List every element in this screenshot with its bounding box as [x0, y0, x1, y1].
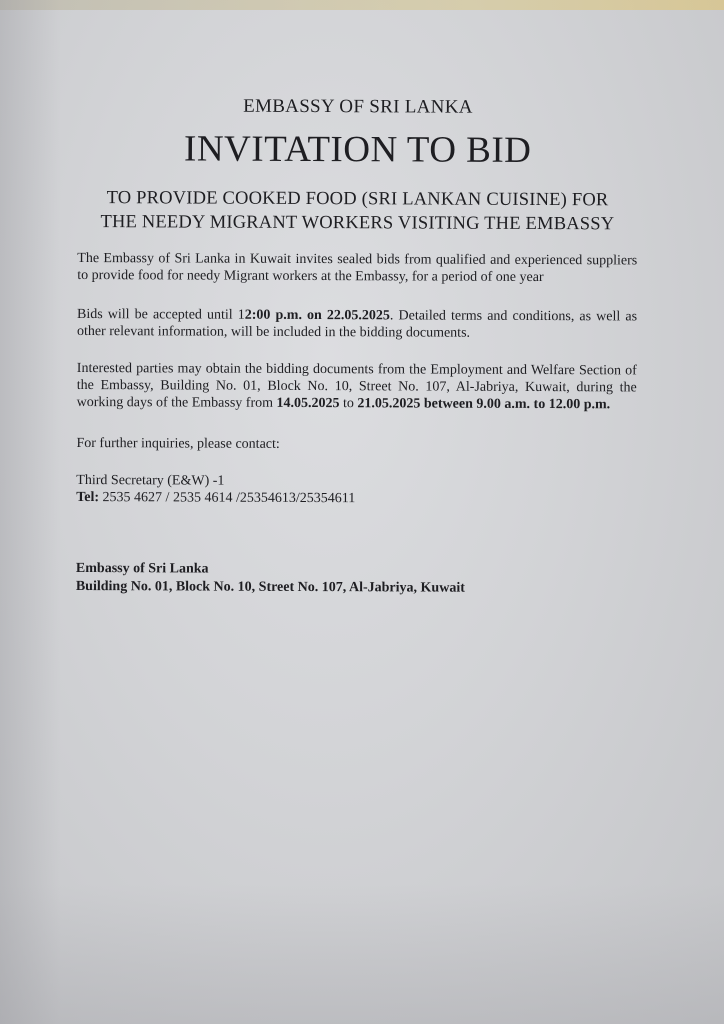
footer-address: [76, 560, 636, 598]
tel-numbers: 2535 4627 / 2535 4614 /25354613/25354611: [99, 490, 356, 507]
inquiries-line: For further inquiries, please contact:: [76, 435, 280, 452]
document-title: INVITATION TO BID: [183, 128, 532, 171]
page-shadow-left: [0, 0, 60, 1024]
purpose-line-1: TO PROVIDE COOKED FOOD (SRI LANKAN CUISINE) FOR: [106, 188, 609, 211]
deadline-prefix: Bids will be accepted until 1: [77, 306, 245, 323]
contact-role: Third Secretary (E&W) -1: [76, 472, 225, 489]
start-date: 14.05.2025: [276, 395, 340, 412]
tel-label: Tel:: [76, 489, 100, 506]
deadline-suffix: . Detailed terms and conditions, as well as other relevant information, will be included in the bidding documents.: [76, 308, 638, 341]
deadline-paragraph: [77, 306, 637, 342]
paper-top-edge: [0, 0, 724, 10]
contact-phone: [76, 489, 636, 508]
to-word: to: [339, 396, 358, 412]
footer-name: Embassy of Sri Lanka: [75, 560, 209, 577]
deadline-datetime: 2:00 p.m. on 22.05.2025: [244, 307, 390, 324]
page-shadow-bottom: [0, 884, 724, 1024]
embassy-heading: EMBASSY OF SRI LANKA: [243, 95, 473, 118]
end-date-hours: 21.05.2025 between 9.00 a.m. to 12.00 p.m.: [357, 396, 611, 413]
purpose-line-2: THE NEEDY MIGRANT WORKERS VISITING THE EMBASSY: [100, 212, 615, 235]
document-content: [76, 95, 638, 598]
documents-text: Interested parties may obtain the bidding documents from the Employment and Welfare Section of the Embassy, Building No. 01, Block No. 10, Street No. 107, Al-Jabriya, Kuwait, during the working days of the Embassy from: [76, 360, 637, 411]
purpose-heading: [63, 186, 651, 237]
contact-block: [76, 472, 636, 508]
footer-address-line: Building No. 01, Block No. 10, Street No. 107, Al-Jabriya, Kuwait: [75, 578, 465, 596]
documents-paragraph: [77, 360, 637, 413]
intro-paragraph: The Embassy of Sri Lanka in Kuwait invites sealed bids from qualified and experienced suppliers to provide food for needy Migrant workers at the Embassy, for a period of one year: [77, 250, 638, 286]
